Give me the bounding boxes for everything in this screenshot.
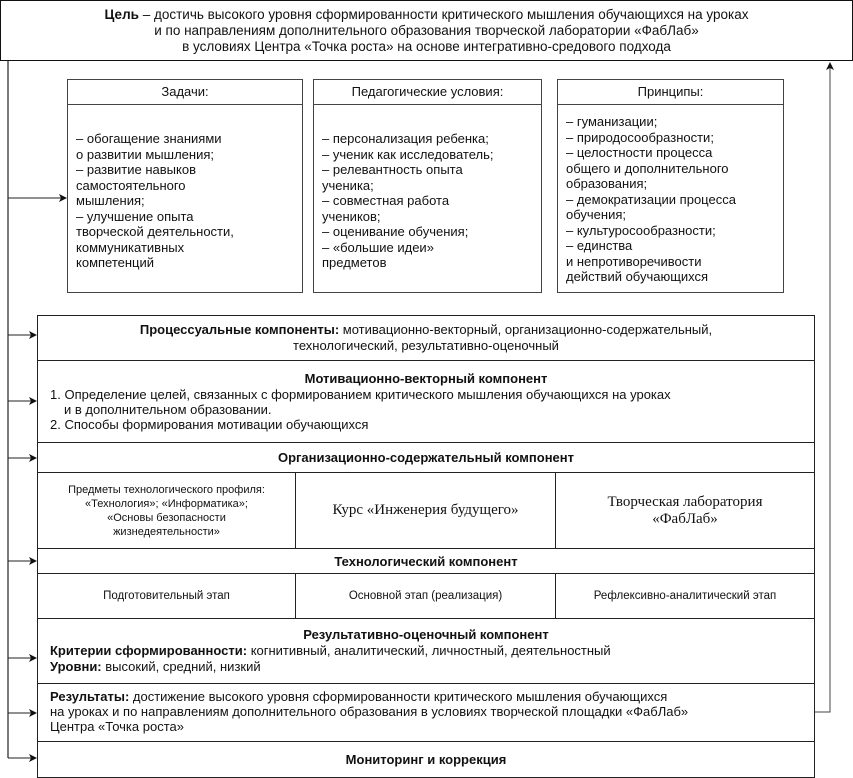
organizational-title: Организационно-содержательный компонент — [277, 450, 575, 465]
levels-label: Уровни: — [50, 659, 102, 674]
principles-card — [557, 79, 784, 293]
condition-line: – ученик как исследователь; — [322, 146, 494, 162]
cell-line: «Технология»; «Информатика»; — [85, 497, 248, 510]
stage-preparatory: Подготовительный этап — [38, 574, 296, 618]
evaluative-component-row — [38, 619, 814, 684]
organizational-cell-lab — [556, 473, 814, 548]
principle-line: – культуросообразности; — [566, 222, 716, 238]
condition-line: – оценивание обучения; — [322, 224, 469, 239]
motivational-item-1: 1. Определение целей, связанных с формированием критического мышления обучающихся на уроках — [50, 387, 671, 402]
technological-stages-row — [38, 574, 814, 619]
tasks-line: творческой деятельности, — [76, 224, 234, 239]
motivational-item-1-cont: и в дополнительном образовании. — [64, 402, 272, 417]
condition-line: учеников; — [322, 208, 381, 224]
organizational-cells-row — [38, 473, 814, 549]
organizational-cell-subjects — [38, 473, 296, 548]
organizational-cell-course — [296, 473, 556, 548]
pedagogical-conditions-card — [313, 79, 542, 293]
tasks-line: – обогащение знаниями — [76, 131, 222, 146]
condition-line: ученика; — [322, 177, 374, 193]
principles-title: Принципы: — [558, 80, 783, 105]
technological-title: Технологический компонент — [334, 554, 518, 569]
technological-title-row — [38, 549, 814, 574]
principle-line: – единства — [566, 238, 633, 253]
cell-line: жизнедеятельности» — [113, 525, 220, 538]
process-text-line1: мотивационно-векторный, организационно-содержательный, — [339, 322, 713, 337]
principle-line: – гуманизации; — [566, 114, 658, 129]
goal-text-line3: в условиях Центра «Точка роста» на основе интегративно-средового подхода — [182, 39, 671, 54]
principle-line: общего и дополнительного — [566, 160, 729, 176]
motivational-component-row — [38, 361, 814, 443]
principle-line: действий обучающихся — [566, 269, 709, 284]
goal-box — [0, 0, 853, 61]
levels-text: высокий, средний, низкий — [101, 659, 261, 674]
monitoring-title: Мониторинг и коррекция — [345, 752, 507, 767]
results-text-line1: достижение высокого уровня сформированности критического мышления обучающихся — [129, 689, 668, 704]
tasks-line: коммуникативных — [76, 239, 185, 255]
monitoring-row — [38, 742, 814, 777]
principle-line: – природосообразности; — [566, 129, 714, 145]
tasks-line: компетенций — [76, 255, 155, 270]
organizational-title-row — [38, 443, 814, 473]
stage-main: Основной этап (реализация) — [296, 574, 556, 618]
cell-line: Творческая лаборатория — [607, 493, 763, 510]
condition-line: – персонализация ребенка; — [322, 131, 489, 146]
process-components-row — [38, 316, 814, 361]
evaluative-title: Результативно-оценочный компонент — [303, 627, 549, 642]
condition-line: – совместная работа — [322, 193, 450, 208]
goal-label: Цель — [104, 7, 139, 22]
tasks-line: – улучшение опыта — [76, 208, 194, 224]
results-text-line3: Центра «Точка роста» — [50, 719, 184, 734]
criteria-text: когнитивный, аналитический, личностный, деятельностный — [247, 643, 611, 658]
principle-line: и непротиворечивости — [566, 253, 702, 269]
cell-line: Курс «Инженерия будущего» — [332, 502, 519, 518]
tasks-line: – развитие навыков — [76, 162, 196, 177]
principle-line: – целостности процесса — [566, 145, 713, 160]
cell-line: «Основы безопасности — [107, 511, 226, 524]
goal-text-line1: – достичь высокого уровня сформированности критического мышления обучающихся на уроках — [138, 7, 749, 22]
tasks-line: самостоятельного — [76, 177, 186, 193]
components-table — [37, 315, 815, 778]
cell-line: Предметы технологического профиля: — [68, 483, 265, 496]
condition-line: – релевантность опыта — [322, 162, 463, 177]
motivational-item-2: 2. Способы формирования мотивации обучающихся — [50, 417, 369, 432]
criteria-label: Критерии сформированности: — [50, 643, 248, 658]
tasks-card — [67, 79, 303, 293]
tasks-line: о развитии мышления; — [76, 146, 214, 162]
condition-line: – «большие идеи» — [322, 239, 434, 255]
process-text-line2: технологический, результативно-оценочный — [293, 338, 559, 353]
principle-line: образования; — [566, 176, 648, 191]
goal-text-line2: и по направлениям дополнительного образования творческой лаборатории «ФабЛаб» — [154, 23, 699, 38]
results-label: Результаты: — [50, 689, 130, 704]
stage-reflexive: Рефлексивно-аналитический этап — [593, 590, 777, 602]
principle-line: – демократизации процесса — [566, 191, 736, 207]
tasks-line: мышления; — [76, 193, 145, 208]
motivational-title: Мотивационно-векторный компонент — [304, 371, 548, 386]
tasks-title: Задачи: — [68, 80, 302, 105]
pedagogical-conditions-title: Педагогические условия: — [314, 80, 541, 105]
cell-line: «ФабЛаб» — [652, 510, 718, 527]
process-label: Процессуальные компоненты: — [139, 322, 340, 337]
results-text-line2: на уроках и по направлениям дополнительного образования в условиях творческой площадки «ФабЛаб» — [50, 704, 689, 719]
condition-line: предметов — [322, 255, 387, 270]
results-row — [38, 684, 814, 742]
principle-line: обучения; — [566, 207, 626, 222]
right-feedback-line — [815, 63, 830, 712]
